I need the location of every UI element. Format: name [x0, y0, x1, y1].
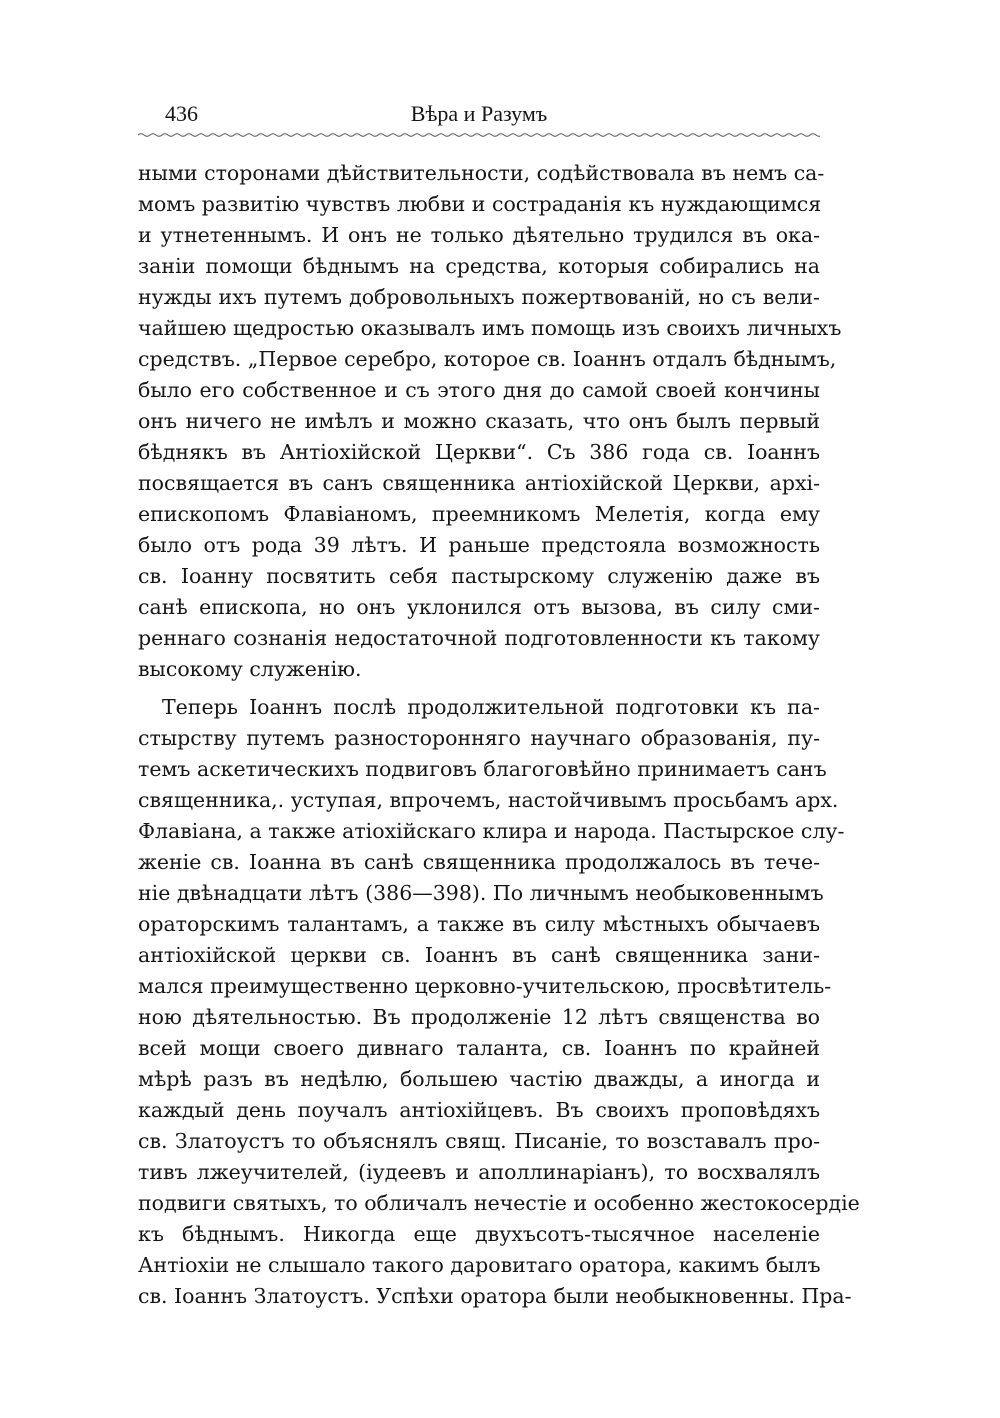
- text-line: подвиги святыхъ, то обличалъ нечестіе и особенно жестокосердіе: [138, 1191, 860, 1215]
- text-line: св. Іоаннъ Златоустъ. Успѣхи оратора были необыкновенны. Пра-: [138, 1284, 852, 1308]
- paragraph-1: [138, 158, 842, 685]
- paragraph-gap: [138, 685, 820, 692]
- text-line: было отъ рода 39 лѣтъ. И раньше предстояла возможность: [138, 533, 820, 557]
- body-text: [138, 158, 860, 1312]
- text-line: ніе двѣнадцати лѣтъ (386—398). По личнымъ необыковеннымъ: [138, 881, 824, 905]
- text-line: бѣднякъ въ Антіохійской Церкви“. Съ 386 года св. Іоаннъ: [138, 440, 820, 464]
- page-number: 436: [165, 101, 198, 126]
- text-line: священника,. уступая, впрочемъ, настойчивымъ просьбамъ арх.: [138, 788, 839, 812]
- text-line: темъ аскетическихъ подвиговъ благоговѣйно принимаетъ санъ: [138, 757, 827, 781]
- text-line: посвящается въ санъ священника антіохійской Церкви, архі-: [138, 471, 820, 495]
- text-line: средствъ. „Первое серебро, которое св. Іоаннъ отдалъ бѣднымъ,: [138, 347, 837, 371]
- text-line: Теперь Іоаннъ послѣ продолжительной подготовки къ па-: [162, 695, 820, 719]
- text-line: антіохійской церкви св. Іоаннъ въ санѣ священника зани-: [138, 943, 820, 967]
- text-line: всей мощи своего дивнаго таланта, св. Іоаннъ по крайней: [138, 1036, 820, 1060]
- text-line: реннаго сознанія недостаточной подготовленности къ такому: [138, 626, 820, 650]
- running-title: Вѣра и Разумъ: [410, 101, 548, 126]
- text-line: епископомъ Флавіаномъ, преемникомъ Мелетія, когда ему: [138, 502, 820, 526]
- text-line: ными сторонами дѣйствительности, содѣйствовала въ немъ са-: [138, 161, 825, 185]
- text-line: каждый день поучалъ антіохійцевъ. Въ своихъ проповѣдяхъ: [138, 1098, 820, 1122]
- text-line: Антіохіи не слышало такого даровитаго оратора, какимъ былъ: [138, 1253, 821, 1277]
- text-line: св. Златоустъ то объяснялъ свящ. Писаніе, то возставалъ про-: [138, 1129, 820, 1153]
- text-line: онъ ничего не имѣлъ и можно сказать, что онъ былъ первый: [138, 409, 820, 433]
- text-line: мался преимущественно церковно-учительскою, просвѣтитель-: [138, 974, 832, 998]
- text-line: мѣрѣ разъ въ недѣлю, большею частію дважды, а иногда и: [138, 1067, 820, 1091]
- paragraph-2: [138, 692, 860, 1312]
- text-line: и утнетеннымъ. И онъ не только дѣятельно трудился въ ока-: [138, 223, 820, 247]
- text-line: ною дѣятельностью. Въ продолженіе 12 лѣтъ священства во: [138, 1005, 820, 1029]
- text-line: нужды ихъ путемъ добровольныхъ пожертвованій, но съ вели-: [138, 285, 820, 309]
- text-line: къ бѣднымъ. Никогда еще двухъсотъ-тысячное населеніе: [138, 1222, 820, 1246]
- text-line: св. Іоанну посвятить себя пастырскому служенію даже въ: [138, 564, 820, 588]
- text-line: стырству путемъ разносторонняго научнаго образованія, пу-: [138, 726, 820, 750]
- text-line: санѣ епископа, но онъ уклонился отъ вызова, въ силу сми-: [138, 595, 820, 619]
- text-line: момъ развитію чувствъ любви и состраданія къ нуждающимся: [138, 192, 822, 216]
- text-line: заніи помощи бѣднымъ на средства, которыя собирались на: [138, 254, 820, 278]
- text-line: чайшею щедростью оказывалъ имъ помощь изъ своихъ личныхъ: [138, 316, 842, 340]
- header-wavy-rule: [138, 130, 820, 140]
- text-line: высокому служенію.: [138, 657, 362, 681]
- page-header: [138, 100, 820, 130]
- text-line: женіе св. Іоанна въ санѣ священника продолжалось въ тече-: [138, 850, 820, 874]
- text-line: тивъ лжеучителей, (іудеевъ и аполлинаріанъ), то восхвалялъ: [138, 1160, 820, 1184]
- text-line: Флавіана, а также атіохійскаго клира и народа. Пастырское слу-: [138, 819, 845, 843]
- text-line: ораторскимъ талантамъ, а также въ силу мѣстныхъ обычаевъ: [138, 912, 820, 936]
- text-line: было его собственное и съ этого дня до самой своей кончины: [138, 378, 820, 402]
- wavy-rule-graphic: [138, 130, 820, 140]
